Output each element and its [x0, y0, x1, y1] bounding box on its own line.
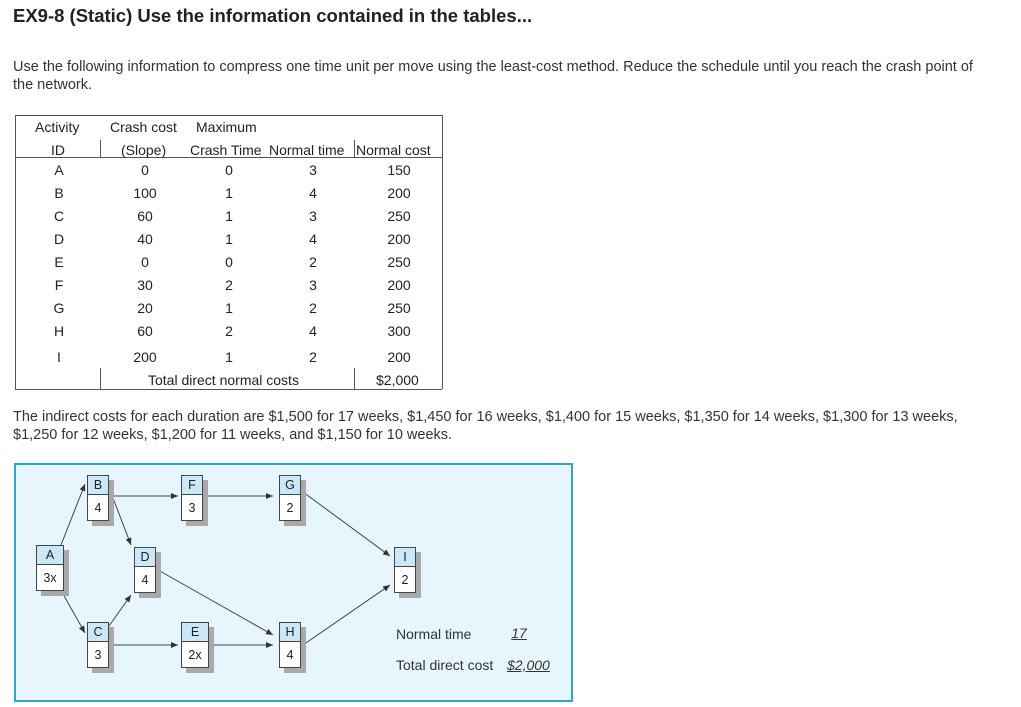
cell-max-crash-time: 1: [225, 300, 233, 316]
arrow-b-d: [113, 498, 131, 545]
node-label: B: [87, 475, 109, 495]
cell-activity-id: C: [53, 208, 65, 224]
node-label: G: [279, 475, 301, 495]
node-duration: 4: [87, 494, 109, 521]
cell-normal-time: 2: [309, 349, 317, 365]
table-header: Activity: [35, 119, 80, 135]
cell-max-crash-time: 1: [225, 185, 233, 201]
table-header: Crash cost: [110, 119, 177, 135]
intro-text: Use the following information to compress one time unit per move using the least-cost method. Reduce the schedule until you reach the crash point of the network.: [13, 59, 973, 93]
table-header: Normal cost: [356, 142, 431, 158]
cell-normal-time: 3: [309, 208, 317, 224]
cell-crash-cost: 30: [137, 277, 153, 293]
cell-normal-cost: 250: [387, 254, 411, 270]
node-f: [181, 475, 203, 521]
cell-activity-id: A: [54, 162, 64, 178]
cell-max-crash-time: 0: [225, 254, 233, 270]
page-title: EX9-8 (Static) Use the information contained in the tables...: [13, 5, 533, 26]
cell-normal-time: 4: [309, 185, 317, 201]
arrow-g-i: [303, 492, 390, 556]
cell-activity-id: E: [54, 254, 64, 270]
cell-crash-cost: 60: [137, 323, 153, 339]
arrow-d-h: [158, 570, 273, 635]
node-label: F: [181, 475, 203, 495]
node-duration: 4: [134, 566, 156, 593]
cell-activity-id: H: [53, 323, 65, 339]
node-duration: 2x: [181, 641, 209, 668]
cell-max-crash-time: 2: [225, 277, 233, 293]
cell-max-crash-time: 1: [225, 231, 233, 247]
arrow-a-b: [61, 484, 85, 545]
node-h: [279, 622, 301, 668]
arrow-c-d: [109, 595, 131, 626]
table-header: Crash Time: [190, 142, 262, 158]
node-duration: 3x: [36, 564, 64, 591]
cell-normal-cost: 200: [387, 277, 411, 293]
cell-normal-time: 2: [309, 300, 317, 316]
node-i: [394, 547, 416, 593]
cell-normal-cost: 200: [387, 231, 411, 247]
total-direct-cost-value: $2,000: [507, 657, 550, 673]
arrow-a-c: [63, 594, 85, 633]
node-label: E: [181, 622, 209, 642]
cell-normal-time: 4: [309, 323, 317, 339]
table-header: (Slope): [121, 142, 167, 158]
indirect-costs-text: The indirect costs for each duration are $1,500 for 17 weeks, $1,450 for 16 weeks, $1,400 for 15 weeks, $1,350 for 14 weeks, $1,300 for 13 weeks, $1,250 for 12 weeks, $1,200 for 11 weeks, and $1,150 for 10 weeks.: [13, 409, 958, 443]
cell-normal-cost: 300: [387, 323, 411, 339]
cell-normal-cost: 150: [387, 162, 411, 178]
node-label: H: [279, 622, 301, 642]
cell-normal-time: 4: [309, 231, 317, 247]
cell-normal-cost: 250: [387, 300, 411, 316]
cell-activity-id: D: [53, 231, 65, 247]
normal-time-value: 17: [511, 625, 527, 641]
node-duration: 3: [87, 641, 109, 668]
node-e: [181, 622, 209, 668]
node-label: A: [36, 545, 64, 565]
cell-crash-cost: 20: [137, 300, 153, 316]
node-duration: 3: [181, 494, 203, 521]
cell-normal-cost: 200: [387, 349, 411, 365]
cell-crash-cost: 0: [141, 254, 149, 270]
total-value: $2,000: [376, 372, 419, 388]
normal-time-label: Normal time: [396, 626, 472, 642]
node-b: [87, 475, 109, 521]
cell-crash-cost: 60: [137, 208, 153, 224]
cell-crash-cost: 200: [133, 349, 157, 365]
node-a: [36, 545, 64, 591]
cell-crash-cost: 100: [133, 185, 157, 201]
cell-normal-time: 3: [309, 277, 317, 293]
node-label: D: [134, 547, 156, 567]
cell-crash-cost: 40: [137, 231, 153, 247]
table-header: Normal time: [269, 142, 345, 158]
cell-max-crash-time: 1: [225, 208, 233, 224]
cell-normal-cost: 250: [387, 208, 411, 224]
node-label: C: [87, 622, 109, 642]
cell-max-crash-time: 2: [225, 323, 233, 339]
node-duration: 2: [394, 566, 416, 593]
table-header: Maximum: [196, 119, 257, 135]
node-g: [279, 475, 301, 521]
node-d: [134, 547, 156, 593]
cell-activity-id: G: [53, 300, 65, 316]
arrow-h-i: [303, 585, 390, 645]
cell-activity-id: F: [54, 277, 64, 293]
table-header: ID: [51, 142, 65, 158]
cell-max-crash-time: 0: [225, 162, 233, 178]
cell-normal-time: 2: [309, 254, 317, 270]
node-c: [87, 622, 109, 668]
node-label: I: [394, 547, 416, 567]
cell-normal-cost: 200: [387, 185, 411, 201]
cell-normal-time: 3: [309, 162, 317, 178]
total-direct-cost-label: Total direct cost: [396, 657, 494, 673]
node-duration: 2: [279, 494, 301, 521]
cell-crash-cost: 0: [141, 162, 149, 178]
node-duration: 4: [279, 641, 301, 668]
cell-activity-id: I: [57, 349, 61, 365]
cell-activity-id: B: [54, 185, 64, 201]
total-label: Total direct normal costs: [148, 372, 299, 388]
cell-max-crash-time: 1: [225, 349, 233, 365]
